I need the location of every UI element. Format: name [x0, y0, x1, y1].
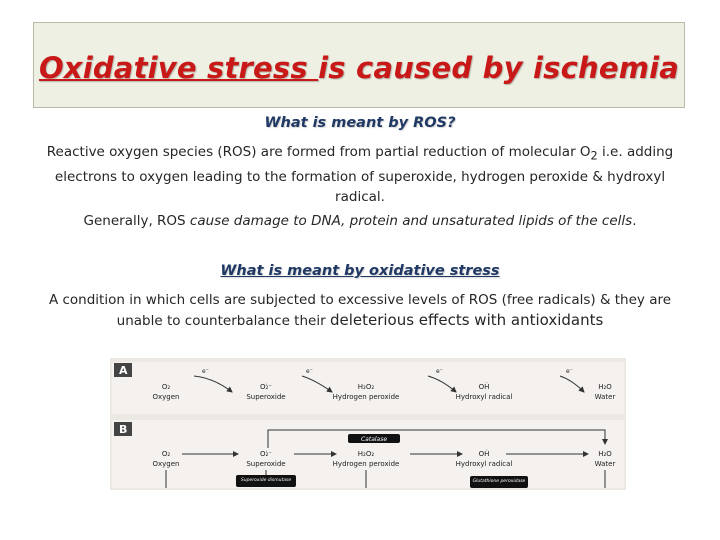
ros-pathway-figure	[110, 358, 626, 490]
b-formula-superoxide: O₂̇⁻	[259, 450, 273, 458]
b-name-superoxide: Superoxide	[246, 460, 286, 468]
paragraph-ros-damage	[40, 211, 680, 231]
heading-oxidative-stress: What is meant by oxidative stress	[220, 263, 500, 279]
b-name-h2o2: Hydrogen peroxide	[332, 460, 400, 468]
a-formula-superoxide: O₂̇⁻	[259, 383, 273, 391]
slide-title	[34, 51, 684, 85]
title-box	[33, 22, 685, 108]
paragraph-ros-definition	[40, 142, 680, 207]
panel-a-label: A	[119, 364, 128, 377]
damage-text-post: .	[632, 213, 637, 229]
a-name-oxygen: Oxygen	[152, 393, 180, 401]
b-formula-hydroxyl: OḢ	[478, 450, 490, 458]
a-formula-h2o2: H₂O₂	[357, 383, 375, 391]
ros-text-pre: Reactive oxygen species (ROS) are formed from partial reduction of molecular O	[46, 144, 591, 160]
gpx-label: Glutathione peroxidase	[472, 479, 526, 484]
a-electron-4: e⁻	[566, 368, 573, 375]
stress-text-main: A condition in which cells are subjected to excessive levels of ROS (free radicals) & they are unable to counterbalance their	[48, 292, 672, 329]
b-name-oxygen: Oxygen	[152, 460, 180, 468]
a-formula-oxygen: O₂	[161, 383, 171, 391]
a-formula-water: H₂O	[598, 383, 612, 391]
title-underlined: Oxidative stress	[38, 51, 319, 85]
a-formula-hydroxyl: OḢ	[478, 383, 490, 391]
a-name-water: Water	[594, 393, 616, 401]
b-formula-water: H₂O	[598, 450, 612, 458]
heading-ros: What is meant by ROS?	[264, 115, 456, 131]
damage-text-pre: Generally, ROS	[83, 213, 190, 229]
damage-text-italic: cause damage to DNA, protein and unsaturated lipids of the cells	[189, 213, 633, 229]
a-name-h2o2: Hydrogen peroxide	[332, 393, 400, 401]
ros-text-post: i.e. adding electrons to oxygen leading to the formation of superoxide, hydrogen peroxide & hydroxyl radical.	[54, 144, 674, 205]
b-formula-oxygen: O₂	[161, 450, 171, 458]
a-name-hydroxyl: Hydroxyl radical	[455, 393, 513, 401]
title-rest: is caused by ischemia	[318, 51, 680, 85]
a-electron-1: e⁻	[202, 368, 209, 375]
b-name-hydroxyl: Hydroxyl radical	[455, 460, 513, 468]
paragraph-oxidative-stress	[40, 290, 680, 331]
b-formula-h2o2: H₂O₂	[357, 450, 375, 458]
ros-text-sub: 2	[590, 149, 598, 163]
panel-b-label: B	[119, 423, 128, 436]
a-electron-2: e⁻	[306, 368, 313, 375]
a-name-superoxide: Superoxide	[246, 393, 286, 401]
a-electron-3: e⁻	[436, 368, 443, 375]
stress-text-big: deleterious effects with antioxidants	[329, 311, 604, 329]
b-name-water: Water	[594, 460, 616, 468]
sod-label: Superoxide dismutase	[240, 478, 292, 483]
pathway-svg	[110, 358, 626, 490]
catalase-label: Catalase	[360, 436, 388, 443]
